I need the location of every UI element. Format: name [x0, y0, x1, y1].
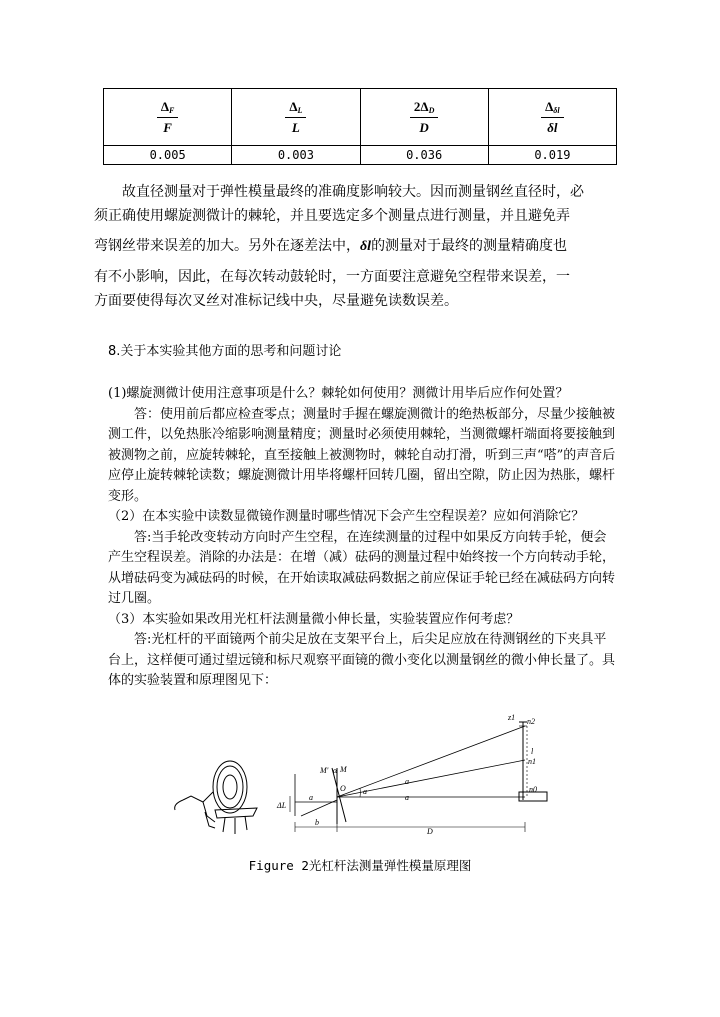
label-n0: n0: [529, 785, 537, 794]
label-d: D: [427, 827, 433, 836]
header-cell-elongation: $\frac{\Delta_{\delta l}}{\delta l}$: [488, 89, 616, 146]
question-2: （2）在本实验中读数显微镜作测量时哪些情况下会产生空程误差？应如何消除它？: [108, 509, 585, 524]
label-m: M: [340, 765, 347, 774]
analysis-line-5: 方面要使得每次叉丝对准标记线中央，尽量避免读数误差。: [94, 293, 458, 309]
label-alpha: α: [333, 766, 338, 775]
value-cell: 0.036: [360, 146, 488, 165]
label-b: b: [315, 818, 319, 827]
error-ratio-table: [103, 88, 617, 165]
label-l: l: [531, 747, 534, 756]
value-cell: 0.003: [232, 146, 360, 165]
qa-block: [108, 384, 618, 692]
label-o: O: [340, 784, 346, 793]
question-1: (1)螺旋测微计使用注意事项是什么？棘轮如何使用？测微计用毕后应作何处置？: [108, 386, 569, 401]
value-cell: 0.005: [104, 146, 232, 165]
answer-3: 答:光杠杆的平面镜两个前尖足放在支架平台上，后尖足应放在待测钢丝的下夹具平台上，这样便可通过望远镜和标尺观察平面镜的微小变化以测量钢丝的微小伸长量了。具体的实验装置和原理图见下：: [108, 632, 616, 688]
label-a-upper: a: [405, 777, 409, 786]
label-n1: n1: [528, 757, 536, 766]
figure-caption: Figure 2光杠杆法测量弹性模量原理图: [248, 858, 472, 873]
label-m-prime: M': [320, 766, 329, 775]
optical-lever-diagram: [165, 712, 555, 844]
analysis-paragraph: [94, 180, 624, 313]
question-3: （3）本实验如果改用光杠杆法测量微小伸长量，实验装置应作何考虑？: [108, 611, 520, 627]
analysis-line-1: 故直径测量对于弹性模量最终的准确度影响较大。因而测量钢丝直径时，必: [122, 184, 584, 200]
geometry-lines: [290, 722, 547, 832]
answer-1: 答：使用前后都应检查零点；测量时手握在螺旋测微计的绝热板部分，尽量少接触被测工件，以免热胀冷缩影响测量精度；测量时必须使用棘轮，当测微螺杆端面将要接触到被测物之前，应旋转棘轮，直至接触上被测物时，棘轮自动打滑，听到三声“嗒”的声音后应停止旋转棘轮读数；螺旋测微计用毕将螺杆回转几圈，留出空隙，防止因为热胀，螺杆变形。: [108, 406, 616, 504]
optical-lever-device: [175, 761, 257, 834]
analysis-line-3: 弯钢丝带来误差的加大。另外在逐差法中，δl的测量对于最终的测量精确度也: [94, 238, 568, 254]
label-z1: z1: [508, 713, 516, 722]
header-cell-diameter: $\frac{2\Delta_D}{D}$: [360, 89, 488, 146]
section-heading: 8.关于本实验其他方面的思考和问题讨论: [108, 344, 342, 359]
analysis-line-4: 有不小影响，因此，在每次转动鼓轮时，一方面要注意避免空程带来误差，一: [94, 269, 570, 285]
delta-l-symbol: δl: [360, 239, 372, 254]
label-n2: n2: [527, 717, 535, 726]
table-row: [104, 146, 617, 165]
label-delta-l: ΔL: [277, 801, 287, 810]
label-a-left: a: [309, 793, 313, 802]
analysis-line-2: 须正确使用螺旋测微计的棘轮，并且要选定多个测量点进行测量，并且避免弄: [94, 208, 570, 224]
header-cell-force: $\frac{\Delta_F}{F}$: [104, 89, 232, 146]
table-header-row: [104, 89, 617, 146]
value-cell: 0.019: [488, 146, 616, 165]
answer-2: 答:当手轮改变转动方向时产生空程，在连续测量的过程中如果反方向转手轮，便会产生空程误差。消除的办法是：在增（减）砝码的测量过程中始终按一个方向转动手轮，从增砝码变为减砝码的时候，在开始读取减砝码数据之前应保证手轮已经在减砝码方向转过几圈。: [108, 529, 616, 606]
label-a-angle: a: [363, 787, 367, 796]
header-cell-length: $\frac{\Delta_L}{L}$: [232, 89, 360, 146]
label-a-lower: a: [405, 793, 409, 802]
